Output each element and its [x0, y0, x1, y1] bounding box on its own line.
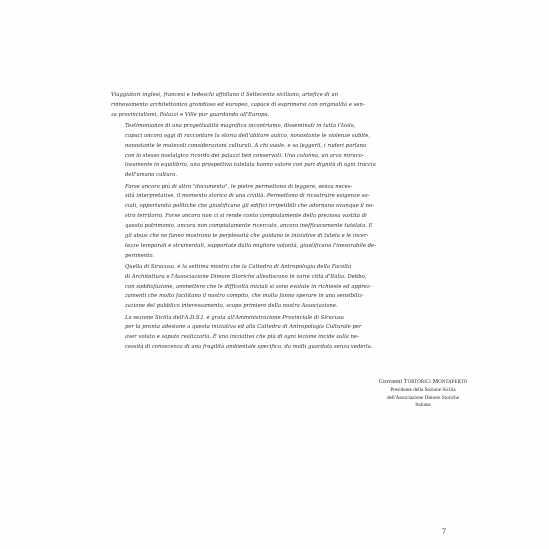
text-line: con soddisfazione, ammettere che le difficoltà iniziali si sono evolute in richieste ed apprez-	[125, 283, 372, 290]
signatory-title-line-1: Presidente della Sezione Sicilia	[390, 386, 456, 393]
text-line: losamente in equilibrio, una prospettiva tutelata hanno valore con pari dignità di ogni traccia	[125, 162, 376, 169]
text-line: questo patrimonio, ancora non compiutamente ricercato, ancora inefficacemente tutelato. E	[125, 222, 373, 229]
text-line: stro territorio. Forse ancora non ci si rende conto compiutamente della preziosa vastità di	[125, 213, 367, 220]
text-line: capaci ancora oggi di raccontare la storia dell'abitare aulico, nonostante le violenze subite,	[125, 132, 371, 139]
signatory-last-name-1: TORTORICI	[403, 379, 432, 385]
signatory-title-line-2: dell'Associazione Dimore Storiche	[386, 394, 460, 401]
text-line: Quella di Siracusa, è la settima mostra che la Cattedra di Antropologia della Facoltà	[125, 263, 352, 270]
text-line: Viaggiatori inglesi, francesi e tedeschi affollano il Settecento siciliano, artefice di un	[111, 92, 339, 98]
paragraph-1	[111, 91, 446, 121]
text-line: dell'umana cultura.	[125, 172, 178, 179]
paragraph-4	[111, 263, 446, 312]
text-line: per la pronta adesione a questa iniziativa ed alla Cattedra di Antropologia Culturale per	[125, 324, 362, 331]
text-line: ciali, opportunità politiche che giustificano gli edifici irripetibili che adornano ovunque il no-	[125, 203, 374, 210]
paragraph-5	[111, 314, 446, 353]
paragraph-2	[111, 122, 446, 181]
signatory-last-name-2: MONTAPERTO	[432, 379, 468, 385]
text-line: con lo stesso nostalgico ricordo dei palazzi ben conservati. Una colonna, un arco miraco-	[125, 152, 364, 159]
signatory-first-name: Giovanni	[378, 379, 403, 385]
signatory-name	[368, 379, 478, 387]
paragraph-3	[111, 183, 446, 262]
text-line: zamenti che molto facilitano il nostro compito, che molto fanno sperare in una sensibiliz-	[125, 293, 364, 300]
signature-block	[368, 379, 478, 410]
page-number: 7	[442, 527, 446, 536]
signatory-title-line-3: Italiane	[415, 402, 431, 409]
text-line: Testimonianze di una progettualità magnifica incontriamo, disseminati in tutta l'Isola,	[125, 123, 356, 130]
text-line: tezze temporali e strumentali, supportate dalla migliore volontà, giustificano l'inesorabile de-	[125, 242, 376, 249]
text-line: gli abusi che ne fanno mostrano le perplessità che guidano le iniziative di tutela e le incer-	[125, 232, 369, 239]
text-line: zazione del pubblico interessamento, scopo primiero della nostra Associazione.	[125, 303, 338, 310]
text-line: di Architettura e l'Associazione Dimore Storiche allestiscono in varie città d'Italia. Debbo,	[125, 273, 367, 280]
text-line: sità interpretative, il momento storico di una civiltà. Permettono di ricostruire esigenze so-	[125, 193, 370, 200]
text-line: Forse ancora più di altro "documento", le pietre permettono di leggere, senza neces-	[125, 183, 353, 190]
body-text	[111, 91, 446, 353]
text-line: rinnovamento architettonico grandioso ed europeo, capace di esprimersi con originalità e sen-	[111, 101, 365, 108]
text-line: perimento.	[125, 252, 155, 259]
text-line: nonostante le mutevoli considerazioni culturali. A chi vuole, e sa leggerli, i ruderi parlano	[125, 142, 367, 149]
text-line: aver voluto e saputo realizzarla. È una iniziativa che più di ogni lezione incide sulla ne-	[125, 334, 359, 341]
text-line: za provincialismi, Palazzi e Ville pur guardando all'Europa.	[111, 111, 270, 118]
text-line: cessità di conoscenza di una fragilità ambientale specifica, da molti guardata senza vederla.	[125, 344, 373, 351]
text-line: La sezione Sicilia dell'A.D.S.I. è grata all'Amministrazione Provinciale di Siracusa	[125, 314, 344, 321]
